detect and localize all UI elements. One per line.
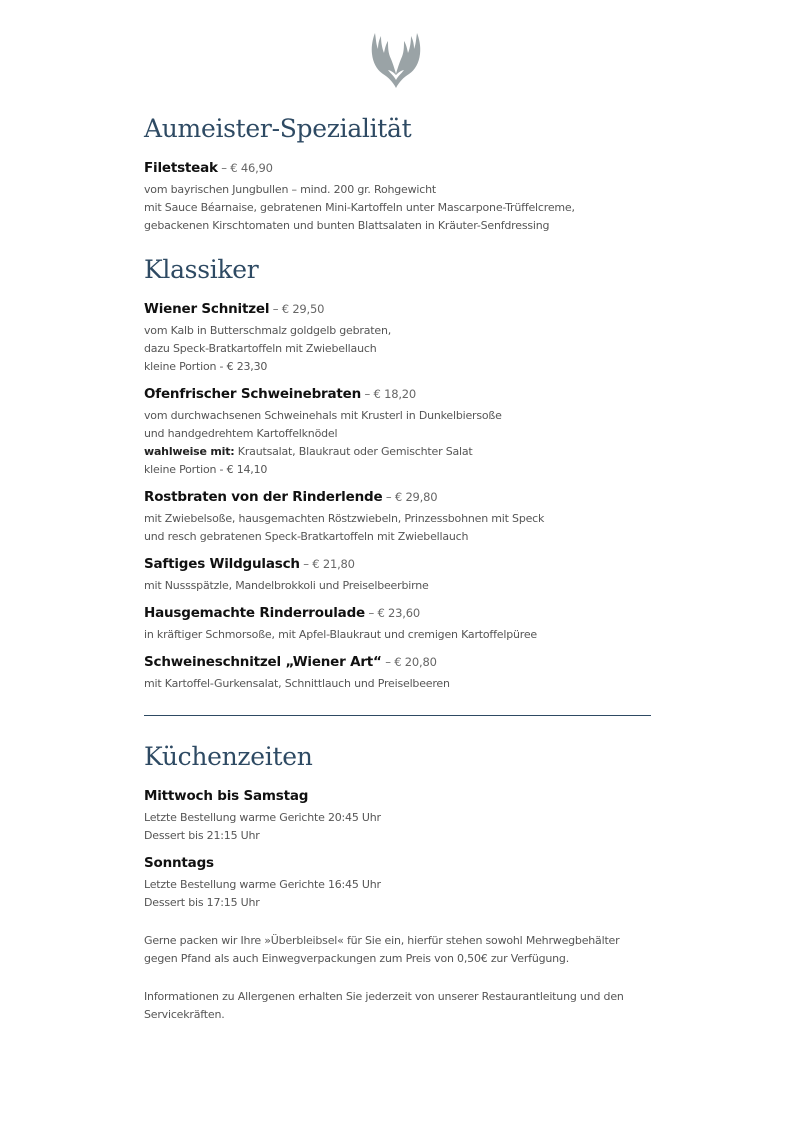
description-line: und resch gebratenen Speck-Bratkartoffeln mit Zwiebellauch bbox=[144, 530, 469, 543]
hours-block bbox=[144, 786, 654, 845]
description-line: kleine Portion - € 23,30 bbox=[144, 360, 268, 373]
dish-price: – € 21,80 bbox=[299, 557, 355, 571]
item-title bbox=[144, 603, 654, 623]
description-line: mit Zwiebelsoße, hausgemachten Röstzwiebeln, Prinzessbohnen mit Speck bbox=[144, 512, 545, 525]
description-line: in kräftiger Schmorsoße, mit Apfel-Blaukraut und cremigen Kartoffelpüree bbox=[144, 628, 537, 641]
dish-description bbox=[144, 407, 654, 479]
description-line: vom bayrischen Jungbullen – mind. 200 gr. Rohgewicht bbox=[144, 183, 437, 196]
dish-description bbox=[144, 510, 654, 546]
item-title bbox=[144, 652, 654, 672]
menu-item bbox=[144, 158, 654, 235]
item-title bbox=[144, 384, 654, 404]
menu-item bbox=[144, 603, 654, 644]
menu-item bbox=[144, 299, 654, 376]
deer-antler-icon bbox=[366, 30, 426, 90]
dish-price: – € 46,90 bbox=[217, 161, 273, 175]
dish-name: Saftiges Wildgulasch bbox=[144, 556, 300, 572]
note-line: Servicekräften. bbox=[144, 1008, 225, 1021]
dish-name: Wiener Schnitzel bbox=[144, 301, 270, 317]
note-line: Informationen zu Allergenen erhalten Sie jederzeit von unserer Restaurantleitung und den bbox=[144, 990, 624, 1003]
hours-lines bbox=[144, 876, 654, 912]
section-title: Küchenzeiten bbox=[144, 742, 313, 771]
dish-name: Rostbraten von der Rinderlende bbox=[144, 489, 383, 505]
description-line: mit Nussspätzle, Mandelbrokkoli und Preiselbeerbirne bbox=[144, 579, 429, 592]
section-divider bbox=[144, 715, 651, 716]
hours-heading bbox=[144, 786, 654, 806]
menu-section bbox=[144, 112, 654, 235]
dish-price: – € 29,80 bbox=[382, 490, 438, 504]
dish-name: Schweineschnitzel „Wiener Art“ bbox=[144, 654, 382, 670]
dish-name: Ofenfrischer Schweinebraten bbox=[144, 386, 362, 402]
info-note bbox=[144, 932, 654, 968]
description-line: gebackenen Kirschtomaten und bunten Blattsalaten in Kräuter-Senfdressing bbox=[144, 219, 550, 232]
dish-name: Hausgemachte Rinderroulade bbox=[144, 605, 365, 621]
item-title bbox=[144, 554, 654, 574]
dish-description bbox=[144, 675, 654, 693]
hours-line: Letzte Bestellung warme Gerichte 16:45 Uhr bbox=[144, 878, 381, 891]
option-line bbox=[144, 443, 654, 461]
item-title bbox=[144, 487, 654, 507]
description-line: vom durchwachsenen Schweinehals mit Krusterl in Dunkelbiersoße bbox=[144, 409, 502, 422]
description-line: dazu Speck-Bratkartoffeln mit Zwiebellauch bbox=[144, 342, 377, 355]
menu-section bbox=[144, 253, 654, 693]
note-line: Gerne packen wir Ihre »Überbleibsel« für Sie ein, hierfür stehen sowohl Mehrwegbehälter bbox=[144, 934, 620, 947]
small-portion: kleine Portion - € 14,10 bbox=[144, 463, 268, 476]
menu-item bbox=[144, 652, 654, 693]
description-line: mit Sauce Béarnaise, gebratenen Mini-Kartoffeln unter Mascarpone-Trüffelcreme, bbox=[144, 201, 575, 214]
description-line: und handgedrehtem Kartoffelknödel bbox=[144, 427, 338, 440]
description-line: mit Kartoffel-Gurkensalat, Schnittlauch und Preiselbeeren bbox=[144, 677, 450, 690]
hours-line: Dessert bis 17:15 Uhr bbox=[144, 896, 260, 909]
dish-description bbox=[144, 322, 654, 376]
dish-description bbox=[144, 181, 654, 235]
option-label: wahlweise mit: bbox=[144, 445, 235, 458]
hours-block bbox=[144, 853, 654, 912]
section-title: Aumeister-Spezialität bbox=[144, 114, 412, 143]
hours-line: Dessert bis 21:15 Uhr bbox=[144, 829, 260, 842]
hours-line: Letzte Bestellung warme Gerichte 20:45 Uhr bbox=[144, 811, 381, 824]
dish-description bbox=[144, 626, 654, 644]
kitchen-hours bbox=[144, 740, 654, 912]
option-text: Krautsalat, Blaukraut oder Gemischter Salat bbox=[234, 445, 473, 458]
hours-lines bbox=[144, 809, 654, 845]
dish-price: – € 20,80 bbox=[381, 655, 437, 669]
menu-item bbox=[144, 384, 654, 479]
hours-heading bbox=[144, 853, 654, 873]
info-note bbox=[144, 988, 654, 1024]
days-label: Sonntags bbox=[144, 855, 214, 871]
days-label: Mittwoch bis Samstag bbox=[144, 788, 309, 804]
dish-description bbox=[144, 577, 654, 595]
dish-price: – € 23,60 bbox=[365, 606, 420, 620]
dish-name: Filetsteak bbox=[144, 160, 218, 176]
section-title: Klassiker bbox=[144, 255, 259, 284]
dish-price: – € 29,50 bbox=[269, 302, 325, 316]
menu-content bbox=[144, 112, 654, 1024]
item-title bbox=[144, 299, 654, 319]
item-title bbox=[144, 158, 654, 178]
description-line: vom Kalb in Butterschmalz goldgelb gebraten, bbox=[144, 324, 392, 337]
note-line: gegen Pfand als auch Einwegverpackungen zum Preis von 0,50€ zur Verfügung. bbox=[144, 952, 570, 965]
menu-item bbox=[144, 554, 654, 595]
menu-item bbox=[144, 487, 654, 546]
dish-price: – € 18,20 bbox=[361, 387, 417, 401]
